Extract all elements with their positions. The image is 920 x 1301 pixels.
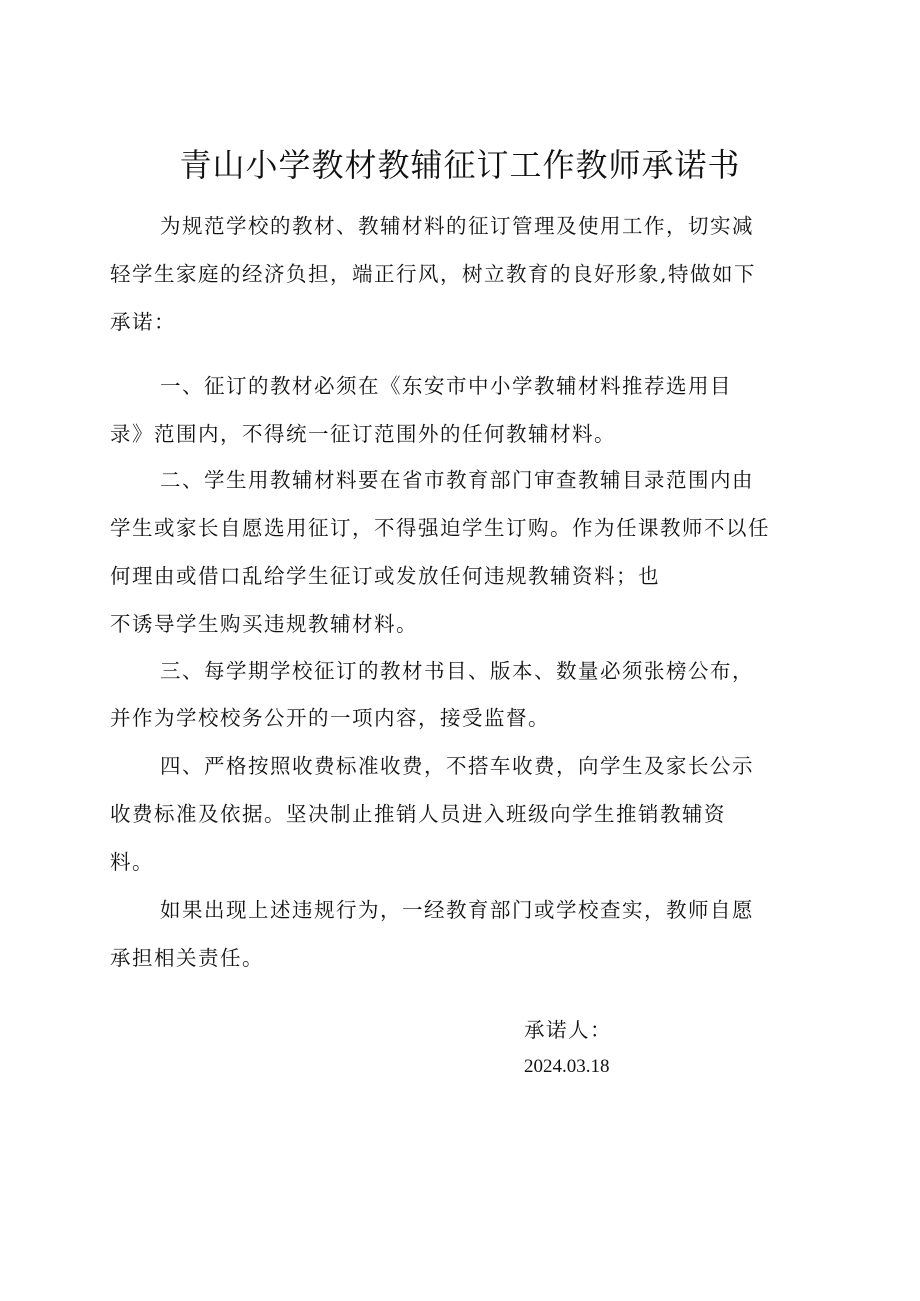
- closing-line-2: 承担相关责任。: [110, 946, 264, 970]
- item-3-line-1: 三、每学期学校征订的教材书目、版本、数量必须张榜公布，: [160, 659, 754, 683]
- item-2-line-3: 何理由或借口乱给学生征订或发放任何违规教辅资料；也: [110, 564, 660, 588]
- intro-line-3: 承诺：: [110, 310, 176, 334]
- closing-line-1: 如果出现上述违规行为，一经教育部门或学校查实，教师自愿: [160, 898, 754, 922]
- item-3-line-2: 并作为学校校务公开的一项内容，接受监督。: [110, 706, 550, 730]
- item-4-line-2: 收费标准及依据。坚决制止推销人员进入班级向学生推销教辅资: [110, 802, 726, 826]
- item-2-line-1: 二、学生用教辅材料要在省市教育部门审查教辅目录范围内由: [160, 468, 754, 492]
- item-2-line-4: 不诱导学生购买违规教辅材料。: [110, 612, 418, 636]
- item-1-line-2: 录》范围内，不得统一征订范围外的任何教辅材料。: [110, 422, 616, 446]
- item-1-line-1: 一、征订的教材必须在《东安市中小学教辅材料推荐选用目: [160, 374, 732, 398]
- item-4-line-1: 四、严格按照收费标准收费，不搭车收费，向学生及家长公示: [160, 754, 754, 778]
- signature-date: 2024.03.18: [524, 1056, 610, 1077]
- item-4-line-3: 料。: [110, 850, 154, 874]
- item-2-line-2: 学生或家长自愿选用征订，不得强迫学生订购。作为任课教师不以任: [110, 516, 770, 540]
- intro-line-1: 为规范学校的教材、教辅材料的征订管理及使用工作，切实减: [160, 214, 754, 238]
- document-title: 青山小学教材教辅征订工作教师承诺书: [179, 146, 741, 184]
- signature-label: 承诺人：: [524, 1018, 612, 1042]
- intro-line-2: 轻学生家庭的经济负担，端正行风，树立教育的良好形象,特做如下: [110, 262, 757, 286]
